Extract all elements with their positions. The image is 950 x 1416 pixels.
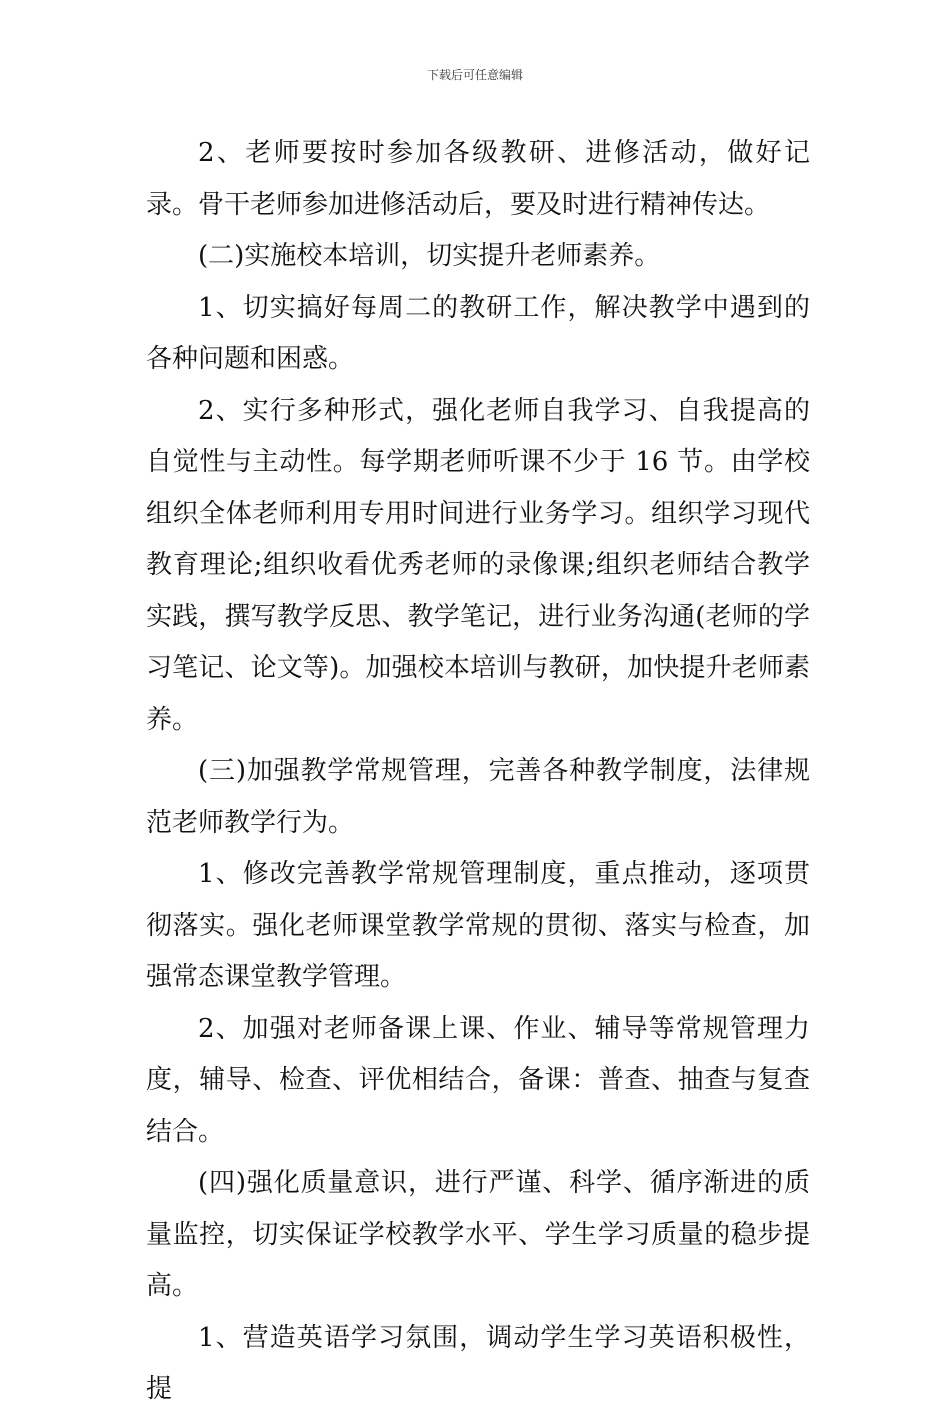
paragraph-4: 2、实行多种形式，强化老师自我学习、自我提高的自觉性与主动性。每学期老师听课不少于 16 节。由学校组织全体老师利用专用时间进行业务学习。组织学习现代教育理论;组织收看优秀老师的录像课;组织老师结合教学实践，撰写教学反思、教学笔记，进行业务沟通(老师的学习笔记、论文等)。加强校本培训与教研，加快提升老师素养。 — [146, 395, 810, 735]
paragraph-3: 1、切实搞好每周二的教研工作，解决教学中遇到的各种问题和困惑。 — [146, 292, 810, 374]
paragraph-7: 2、加强对老师备课上课、作业、辅导等常规管理力度，辅导、检查、评优相结合，备课：普查、抽查与复查结合。 — [146, 1013, 810, 1147]
document-body — [146, 128, 810, 1416]
paragraph-1: 2、老师要按时参加各级教研、进修活动，做好记录。骨干老师参加进修活动后，要及时进行精神传达。 — [146, 138, 810, 220]
paragraph-2: (二)实施校本培训，切实提升老师素养。 — [198, 241, 661, 271]
paragraph-8: (四)强化质量意识，进行严谨、科学、循序渐进的质量监控，切实保证学校教学水平、学生学习质量的稳步提高。 — [146, 1168, 810, 1301]
page-header-note: 下载后可任意编辑 — [426, 68, 523, 82]
paragraph-9: 1、营造英语学习氛围，调动学生学习英语积极性，提 — [146, 1322, 810, 1404]
paragraph-5: (三)加强教学常规管理，完善各种教学制度，法律规范老师教学行为。 — [146, 756, 810, 838]
paragraph-6: 1、修改完善教学常规管理制度，重点推动，逐项贯彻落实。强化老师课堂教学常规的贯彻、落实与检查，加强常态课堂教学管理。 — [146, 859, 810, 992]
